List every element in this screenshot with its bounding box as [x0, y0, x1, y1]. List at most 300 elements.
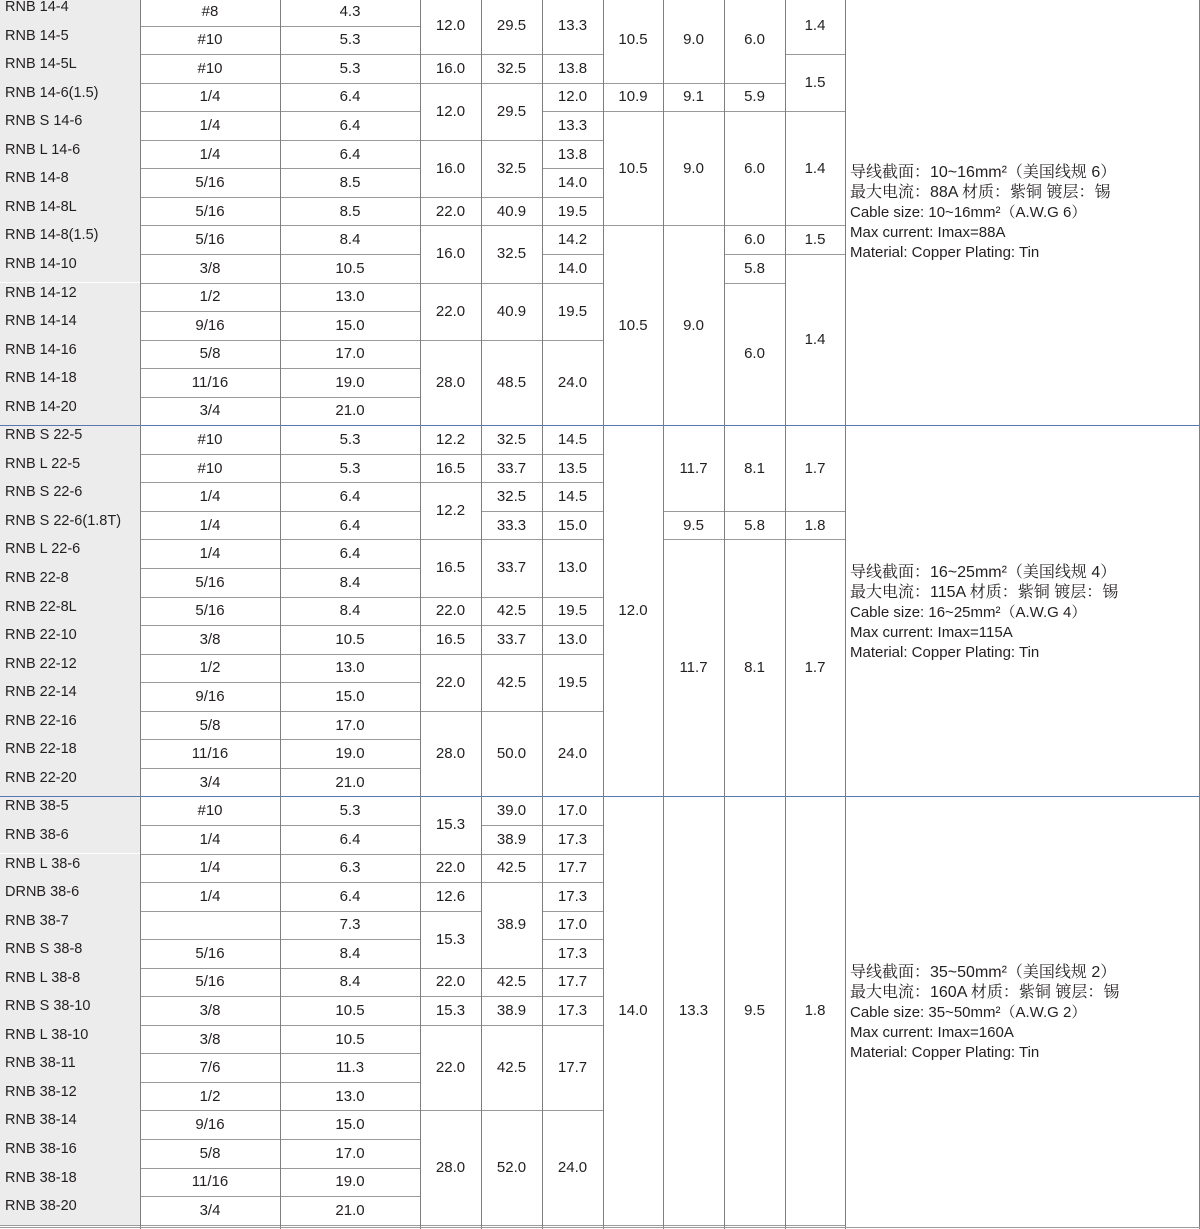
model-cell [0, 825, 140, 854]
model-cell [0, 511, 140, 540]
model-label: RNB S 22-6 [5, 484, 83, 501]
model-label: RNB L 38-10 [5, 1026, 89, 1043]
dim-e-cell: 8.1 [744, 459, 765, 477]
dim-h-cell: 13.3 [678, 1002, 709, 1020]
stud-diameter-cell: 6.3 [339, 859, 361, 877]
dim-l-cell: 33.7 [496, 459, 527, 477]
model-cell [0, 0, 140, 26]
model-cell [0, 368, 140, 397]
model-cell [0, 1025, 140, 1054]
spec-note-line: Material: Copper Plating: Tin [850, 244, 1040, 262]
dim-l-cell: 50.0 [496, 745, 527, 763]
dim-f-cell: 13.8 [557, 145, 588, 163]
dim-f-cell: 17.0 [557, 802, 588, 820]
dim-f-cell: 17.0 [557, 916, 588, 934]
model-label: RNB 38-7 [5, 912, 69, 929]
model-cell [0, 168, 140, 197]
spec-note-line: 最大电流：115A 材质：紫铜 镀层：锡 [850, 583, 1119, 601]
dim-d-cell: 12.0 [435, 102, 466, 120]
model-cell [0, 454, 140, 483]
model-cell [0, 597, 140, 626]
model-cell [0, 482, 140, 511]
dim-d-cell: 16.5 [435, 630, 466, 648]
model-label: RNB 14-8(1.5) [5, 227, 99, 244]
screw-size-cell: 1/4 [199, 145, 221, 163]
screw-size-cell: 5/16 [195, 231, 225, 249]
dim-e-cell: 9.5 [744, 1002, 765, 1020]
dim-t-cell: 1.5 [804, 74, 826, 92]
stud-diameter-cell: 6.4 [339, 488, 361, 506]
dim-f-cell: 13.8 [557, 59, 588, 77]
dim-f-cell: 19.5 [557, 602, 588, 620]
model-cell [0, 140, 140, 169]
stud-diameter-cell: 8.5 [339, 174, 361, 192]
dim-l-cell: 33.7 [496, 630, 527, 648]
dim-l-cell: 40.9 [496, 302, 527, 320]
stud-diameter-cell: 8.4 [339, 602, 361, 620]
dim-l-cell: 42.5 [496, 1059, 527, 1077]
dim-l-cell: 32.5 [496, 488, 527, 506]
dim-l-cell: 48.5 [496, 373, 527, 391]
dim-e-cell: 6.0 [744, 159, 765, 177]
screw-size-cell: 1/4 [199, 830, 221, 848]
model-cell [0, 26, 140, 55]
dim-d-cell: 22.0 [435, 973, 466, 991]
dim-t-cell: 1.7 [804, 459, 826, 477]
spec-note [850, 163, 1116, 263]
stud-diameter-cell: 5.3 [339, 802, 361, 820]
screw-size-cell: 11/16 [191, 1173, 229, 1191]
dim-h-cell: 9.0 [683, 159, 704, 177]
stud-diameter-cell: 19.0 [335, 373, 365, 391]
screw-size-cell: #10 [197, 431, 223, 449]
model-cell [0, 911, 140, 940]
stud-diameter-cell: 5.3 [339, 31, 361, 49]
screw-size-cell: #10 [197, 459, 223, 477]
group-divider [0, 425, 1200, 426]
spec-note-line: Cable size: 16~25mm²（A.W.G 4） [850, 603, 1087, 621]
model-label: RNB 38-5 [5, 798, 69, 815]
model-label: RNB 14-10 [5, 255, 77, 272]
screw-size-cell: 7/6 [199, 1059, 221, 1077]
dim-d-cell: 12.6 [435, 887, 466, 905]
dim-l-cell: 32.5 [496, 159, 527, 177]
model-cell [0, 539, 140, 568]
dim-f-cell: 14.2 [557, 231, 588, 249]
stud-diameter-cell: 15.0 [335, 687, 365, 705]
spec-note-line: 最大电流：88A 材质：紫铜 镀层：锡 [850, 184, 1111, 202]
spec-note-line: Max current: Imax=88A [850, 224, 1006, 242]
model-cell [0, 254, 140, 283]
spec-note-line: 导线截面：16~25mm²（美国线规 4） [850, 563, 1117, 581]
group-divider [0, 796, 1200, 797]
dim-d-cell: 22.0 [435, 602, 466, 620]
model-label: RNB 22-20 [5, 769, 77, 786]
dim-e-cell: 5.8 [744, 259, 765, 277]
dim-d-cell: 12.0 [435, 17, 466, 35]
screw-size-cell: 5/16 [195, 973, 225, 991]
model-cell [0, 197, 140, 226]
screw-size-cell: 3/8 [199, 630, 221, 648]
screw-size-cell: 5/8 [199, 345, 221, 363]
model-cell [0, 397, 140, 426]
stud-diameter-cell: 8.4 [339, 573, 361, 591]
dim-h-cell: 11.7 [679, 459, 708, 477]
dim-h-cell: 9.0 [683, 316, 704, 334]
dim-t-cell: 1.8 [804, 516, 826, 534]
dim-d-cell: 15.3 [435, 930, 466, 948]
screw-size-cell: 5/8 [199, 716, 221, 734]
model-label: RNB 38-6 [5, 826, 69, 843]
model-cell [0, 111, 140, 140]
model-cell [0, 854, 140, 883]
stud-diameter-cell: 8.4 [339, 231, 361, 249]
stud-diameter-cell: 17.0 [335, 716, 365, 734]
screw-size-cell: 9/16 [195, 687, 225, 705]
stud-diameter-cell: 6.4 [339, 830, 361, 848]
dim-l-cell: 38.9 [496, 1002, 527, 1020]
model-label: RNB 14-8 [5, 170, 69, 187]
model-label: RNB 22-8L [5, 598, 77, 615]
model-cell [0, 283, 140, 312]
screw-size-cell: 3/8 [199, 259, 221, 277]
cell-divider [481, 1225, 542, 1226]
stud-diameter-cell: 5.3 [339, 431, 361, 449]
stud-diameter-cell: 15.0 [335, 316, 365, 334]
table-bottom-border [0, 1227, 1200, 1228]
dim-c-cell: 10.5 [618, 316, 648, 334]
dim-f-cell: 14.0 [557, 259, 588, 277]
dim-d-cell: 16.5 [435, 559, 466, 577]
dim-f-cell: 17.3 [557, 887, 588, 905]
dim-l-cell: 42.5 [496, 602, 527, 620]
model-label: RNB L 22-5 [5, 455, 81, 472]
stud-diameter-cell: 21.0 [335, 1201, 365, 1219]
dim-h-cell: 9.1 [683, 88, 704, 106]
model-cell [0, 739, 140, 768]
dim-h-cell: 11.7 [679, 659, 708, 677]
dim-d-cell: 22.0 [435, 859, 466, 877]
dim-f-cell: 24.0 [557, 1159, 588, 1177]
model-cell [0, 796, 140, 825]
stud-diameter-cell: 17.0 [335, 345, 365, 363]
screw-size-cell: 11/16 [191, 745, 229, 763]
model-label: RNB 14-8L [5, 198, 77, 215]
stud-diameter-cell: 6.4 [339, 516, 361, 534]
model-cell [0, 340, 140, 369]
dim-f-cell: 13.0 [557, 630, 588, 648]
dim-t-cell: 1.4 [804, 159, 826, 177]
spec-note-line: 导线截面：35~50mm²（美国线规 2） [850, 963, 1117, 981]
dim-d-cell: 22.0 [435, 202, 466, 220]
dim-d-cell: 15.3 [435, 1002, 466, 1020]
model-label: RNB 38-11 [5, 1055, 76, 1072]
screw-size-cell: 3/4 [199, 773, 221, 791]
model-label: RNB 22-16 [5, 712, 77, 729]
model-label: RNB 22-14 [5, 684, 77, 701]
stud-diameter-cell: 6.4 [339, 145, 361, 163]
model-label: RNB 14-5 [5, 27, 69, 44]
column-divider [724, 0, 725, 1229]
column-divider [603, 0, 604, 1229]
dim-l-cell: 38.9 [496, 916, 527, 934]
dim-f-cell: 24.0 [557, 373, 588, 391]
column-divider [481, 0, 482, 1229]
model-label: RNB S 22-6(1.8T) [5, 512, 122, 529]
screw-size-cell: 1/4 [199, 887, 221, 905]
dim-f-cell: 14.5 [557, 488, 588, 506]
dim-t-cell: 1.7 [804, 659, 826, 677]
dim-f-cell: 15.0 [557, 516, 588, 534]
stud-diameter-cell: 17.0 [335, 1144, 365, 1162]
model-cell [0, 83, 140, 112]
screw-size-cell: 3/4 [199, 402, 221, 420]
dim-l-cell: 29.5 [496, 17, 527, 35]
model-label: RNB 14-4 [5, 0, 69, 16]
screw-size-cell: 5/16 [195, 202, 225, 220]
model-label: RNB 14-14 [5, 313, 77, 330]
screw-size-cell: 3/8 [199, 1002, 221, 1020]
dim-c-cell: 10.5 [618, 159, 648, 177]
model-label: RNB 14-18 [5, 370, 77, 387]
spec-note-line: Material: Copper Plating: Tin [850, 643, 1040, 661]
dim-l-cell: 33.7 [496, 559, 527, 577]
model-label: RNB 38-16 [5, 1141, 77, 1158]
column-divider [845, 0, 846, 1229]
spec-note-line: Max current: Imax=115A [850, 623, 1013, 641]
model-cell [0, 425, 140, 454]
screw-size-cell: #8 [201, 2, 219, 20]
spec-note-line: Cable size: 35~50mm²（A.W.G 2） [850, 1003, 1087, 1021]
column-divider [663, 0, 664, 1229]
dim-d-cell: 22.0 [435, 302, 466, 320]
stud-diameter-cell: 10.5 [335, 1030, 365, 1048]
model-cell [0, 1168, 140, 1197]
dim-f-cell: 17.3 [557, 944, 588, 962]
screw-size-cell: 1/2 [199, 288, 221, 306]
dim-f-cell: 19.5 [557, 202, 588, 220]
model-label: RNB 38-12 [5, 1083, 77, 1100]
model-cell [0, 882, 140, 911]
spec-note-line: 导线截面：10~16mm²（美国线规 6） [850, 164, 1117, 182]
model-cell [0, 225, 140, 254]
stud-diameter-cell: 21.0 [335, 773, 365, 791]
screw-size-cell: 1/4 [199, 116, 221, 134]
dim-d-cell: 22.0 [435, 1059, 466, 1077]
model-cell [0, 996, 140, 1025]
model-cell [0, 968, 140, 997]
model-label: RNB L 14-6 [5, 141, 81, 158]
model-cell [0, 939, 140, 968]
stud-diameter-cell: 8.5 [339, 202, 361, 220]
dim-f-cell: 12.0 [557, 88, 588, 106]
spec-note [850, 963, 1119, 1063]
model-cell [0, 568, 140, 597]
screw-size-cell: 9/16 [195, 1116, 225, 1134]
column-divider [280, 0, 281, 1229]
screw-size-cell: 1/4 [199, 545, 221, 563]
dim-f-cell: 17.7 [557, 859, 588, 877]
model-cell [0, 1139, 140, 1168]
model-label: RNB 38-18 [5, 1169, 77, 1186]
model-label: RNB 38-14 [5, 1112, 77, 1129]
dim-t-cell: 1.8 [804, 1002, 826, 1020]
stud-diameter-cell: 11.3 [335, 1059, 365, 1077]
dim-l-cell: 32.5 [496, 431, 527, 449]
model-cell [0, 768, 140, 797]
dim-f-cell: 14.0 [557, 174, 588, 192]
row-divider [0, 1225, 420, 1226]
dim-e-cell: 5.9 [744, 88, 765, 106]
dim-l-cell: 42.5 [496, 973, 527, 991]
dim-d-cell: 12.2 [435, 502, 466, 520]
dim-l-cell: 32.5 [496, 59, 527, 77]
dim-f-cell: 17.3 [557, 1002, 588, 1020]
screw-size-cell: 1/4 [199, 488, 221, 506]
dim-t-cell: 1.4 [804, 331, 826, 349]
stud-diameter-cell: 7.3 [339, 916, 361, 934]
model-label: RNB 22-12 [5, 655, 77, 672]
model-label: RNB 14-16 [5, 341, 77, 358]
dim-f-cell: 24.0 [557, 745, 588, 763]
model-cell [0, 311, 140, 340]
model-cell [0, 1053, 140, 1082]
cell-divider [663, 1225, 724, 1226]
dim-e-cell: 8.1 [744, 659, 765, 677]
screw-size-cell: 11/16 [191, 373, 229, 391]
dim-f-cell: 14.5 [557, 431, 588, 449]
stud-diameter-cell: 6.4 [339, 88, 361, 106]
stud-diameter-cell: 13.0 [335, 659, 365, 677]
dim-c-cell: 10.5 [618, 31, 648, 49]
dim-f-cell: 17.3 [557, 830, 588, 848]
dim-l-cell: 40.9 [496, 202, 527, 220]
column-divider [420, 0, 421, 1229]
model-cell [0, 625, 140, 654]
model-label: RNB 14-6(1.5) [5, 84, 99, 101]
dim-f-cell: 19.5 [557, 302, 588, 320]
model-label: RNB S 14-6 [5, 113, 83, 130]
model-label: DRNB 38-6 [5, 884, 80, 901]
screw-size-cell: 3/8 [199, 1030, 221, 1048]
stud-diameter-cell: 10.5 [335, 630, 365, 648]
dim-d-cell: 15.3 [435, 816, 466, 834]
dim-d-cell: 16.0 [435, 159, 466, 177]
cell-divider [785, 1225, 845, 1226]
screw-size-cell: 3/4 [199, 1201, 221, 1219]
stud-diameter-cell: 5.3 [339, 459, 361, 477]
dim-t-cell: 1.5 [804, 231, 826, 249]
dim-f-cell: 13.0 [557, 559, 588, 577]
dim-l-cell: 33.3 [496, 516, 527, 534]
dim-d-cell: 28.0 [435, 745, 466, 763]
spec-note-line: Max current: Imax=160A [850, 1023, 1014, 1041]
dim-f-cell: 13.3 [557, 116, 588, 134]
column-divider [542, 0, 543, 1229]
screw-size-cell: 1/2 [199, 1087, 221, 1105]
stud-diameter-cell: 10.5 [335, 1002, 365, 1020]
stud-diameter-cell: 5.3 [339, 59, 361, 77]
model-cell [0, 1110, 140, 1139]
model-label: RNB 38-20 [5, 1198, 77, 1215]
stud-diameter-cell: 10.5 [335, 259, 365, 277]
screw-size-cell: 9/16 [195, 316, 225, 334]
model-cell [0, 54, 140, 83]
dim-d-cell: 22.0 [435, 673, 466, 691]
stud-diameter-cell: 6.4 [339, 545, 361, 563]
column-divider [785, 0, 786, 1229]
model-cell [0, 682, 140, 711]
stud-diameter-cell: 21.0 [335, 402, 365, 420]
cell-divider [724, 1225, 785, 1226]
stud-diameter-cell: 13.0 [335, 288, 365, 306]
dim-f-cell: 17.7 [557, 1059, 588, 1077]
column-divider [140, 0, 141, 1229]
dim-l-cell: 32.5 [496, 245, 527, 263]
screw-size-cell: #10 [197, 59, 223, 77]
model-cell [0, 711, 140, 740]
screw-size-cell [140, 911, 280, 940]
screw-size-cell: 1/2 [199, 659, 221, 677]
dim-d-cell: 28.0 [435, 1159, 466, 1177]
model-cell [0, 1196, 140, 1225]
dim-c-cell: 12.0 [618, 602, 648, 620]
screw-size-cell: 1/4 [199, 859, 221, 877]
dim-t-cell: 1.4 [804, 17, 826, 35]
model-cell [0, 1082, 140, 1111]
dim-f-cell: 19.5 [557, 673, 588, 691]
model-label: RNB L 22-6 [5, 541, 81, 558]
dim-f-cell: 17.7 [557, 973, 588, 991]
screw-size-cell: 1/4 [199, 516, 221, 534]
screw-size-cell: 1/4 [199, 88, 221, 106]
spec-note [850, 563, 1118, 663]
model-label: RNB 22-8 [5, 570, 69, 587]
model-label: RNB 22-10 [5, 627, 77, 644]
spec-note-line: Cable size: 10~16mm²（A.W.G 6） [850, 204, 1087, 222]
dim-d-cell: 16.0 [435, 59, 466, 77]
screw-size-cell: 5/16 [195, 944, 225, 962]
dim-f-cell: 13.3 [557, 17, 588, 35]
cell-divider [603, 1225, 663, 1226]
dim-h-cell: 9.0 [683, 31, 704, 49]
dim-e-cell: 6.0 [744, 231, 765, 249]
dim-d-cell: 12.2 [435, 431, 466, 449]
dim-l-cell: 38.9 [496, 830, 527, 848]
stud-diameter-cell: 19.0 [335, 1173, 365, 1191]
screw-size-cell: 5/16 [195, 174, 225, 192]
stud-diameter-cell: 6.4 [339, 116, 361, 134]
dim-e-cell: 5.8 [744, 516, 765, 534]
stud-diameter-cell: 19.0 [335, 745, 365, 763]
model-label: RNB L 38-6 [5, 855, 81, 872]
stud-diameter-cell: 8.4 [339, 944, 361, 962]
dim-l-cell: 42.5 [496, 859, 527, 877]
dim-f-cell: 13.5 [557, 459, 588, 477]
model-cell [0, 654, 140, 683]
dim-d-cell: 28.0 [435, 373, 466, 391]
dim-e-cell: 6.0 [744, 345, 765, 363]
screw-size-cell: 5/16 [195, 602, 225, 620]
model-label: RNB S 38-8 [5, 941, 83, 958]
dim-l-cell: 29.5 [496, 102, 527, 120]
screw-size-cell: 5/8 [199, 1144, 221, 1162]
model-label: RNB 14-20 [5, 398, 77, 415]
model-label: RNB 14-5L [5, 56, 77, 73]
model-label: RNB L 38-8 [5, 969, 81, 986]
dim-l-cell: 42.5 [496, 673, 527, 691]
model-label: RNB S 38-10 [5, 998, 91, 1015]
